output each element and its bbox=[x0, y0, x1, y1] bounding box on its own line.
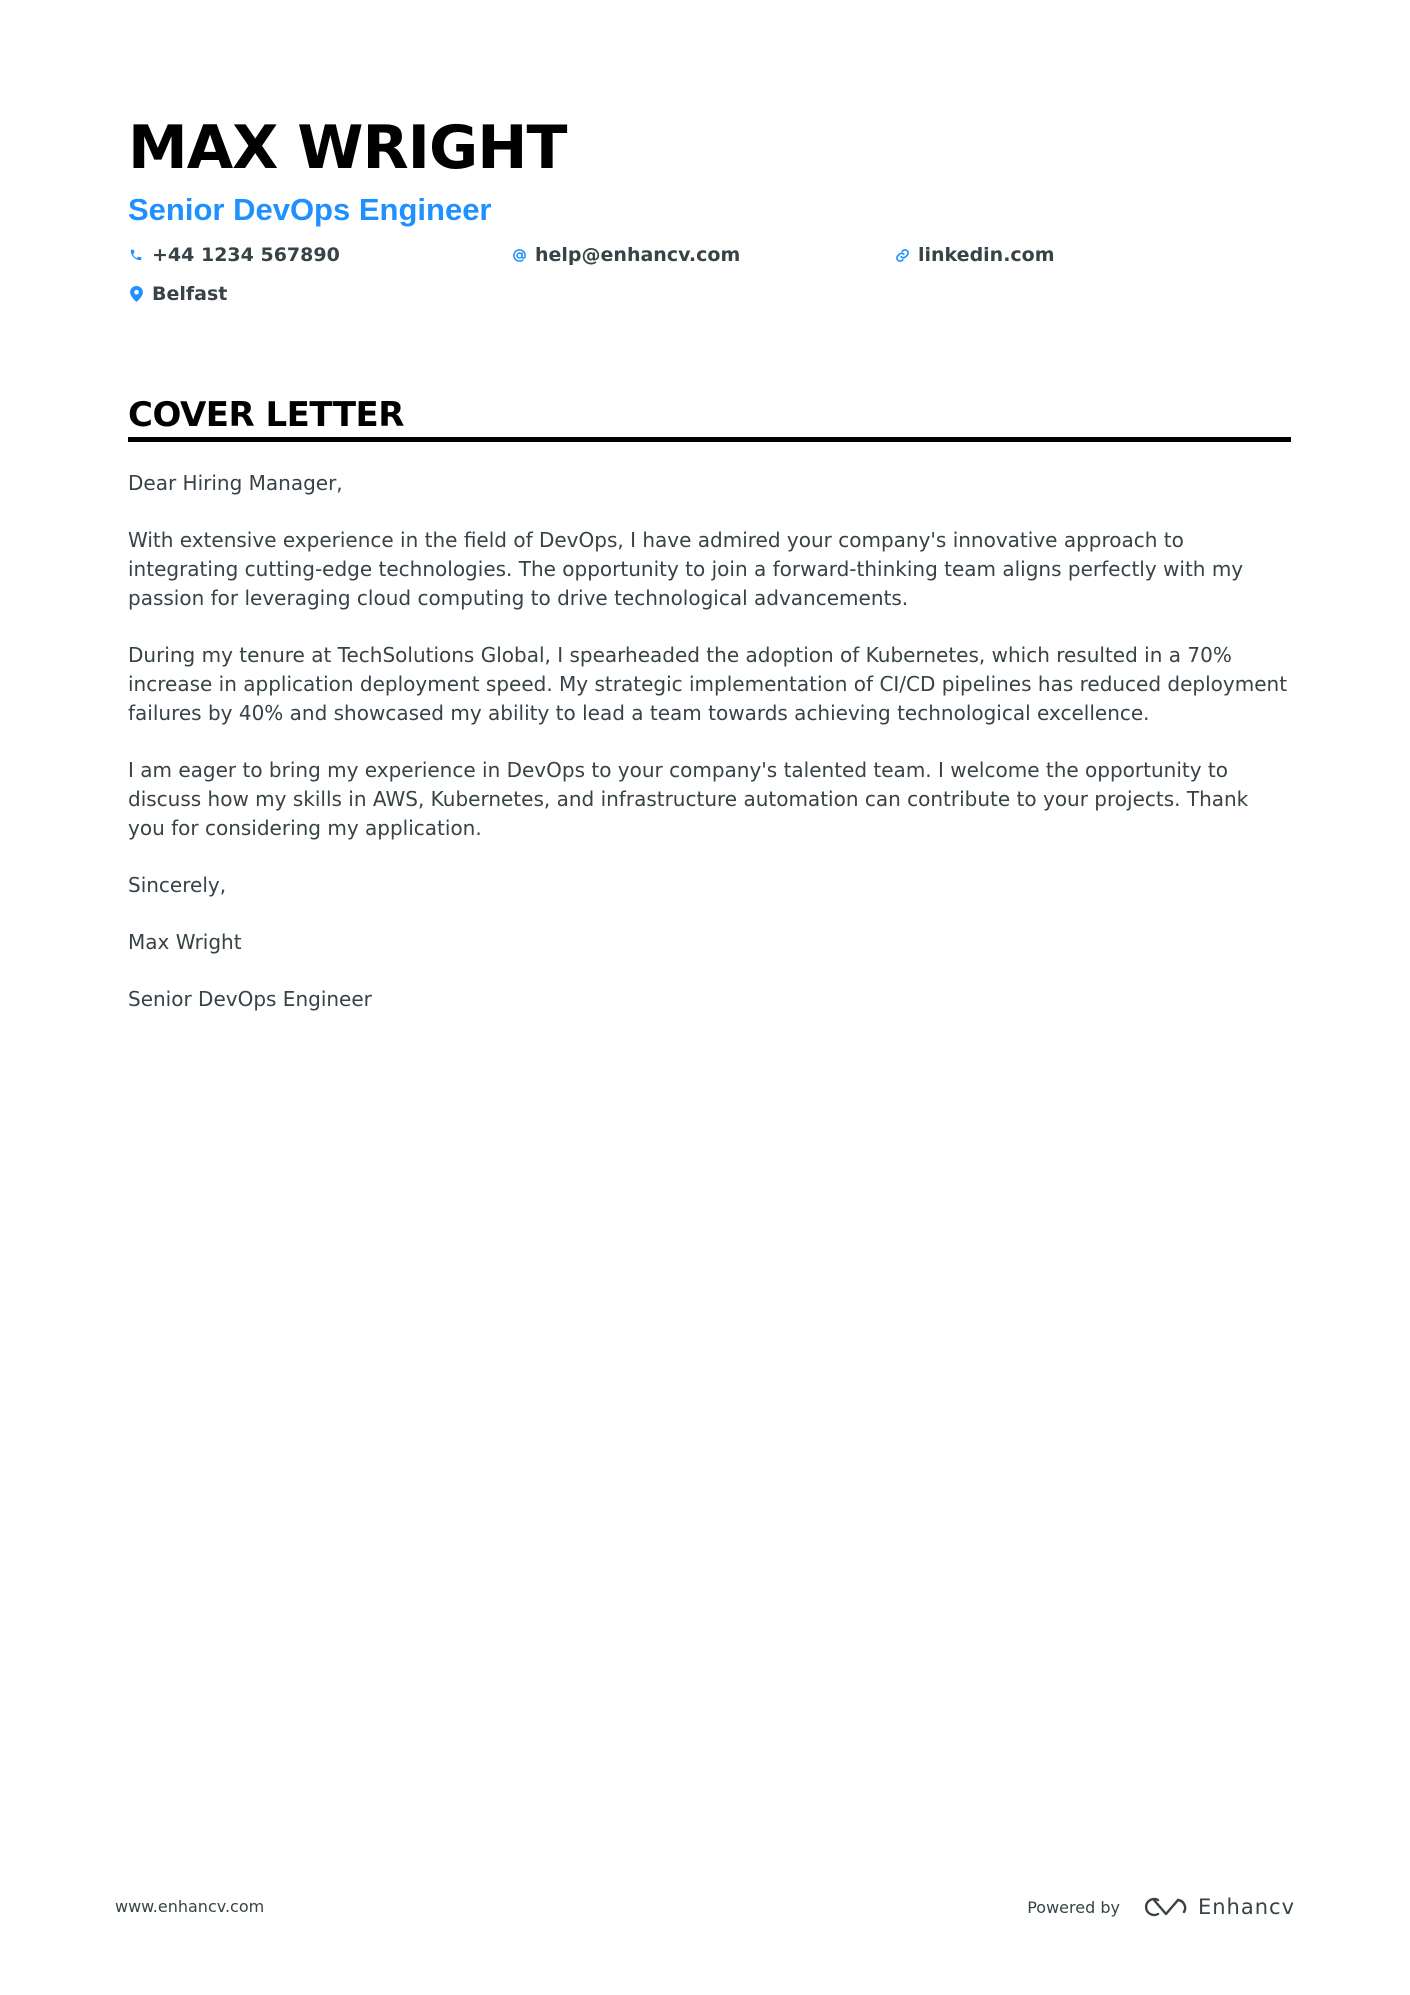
at-icon bbox=[511, 245, 527, 265]
brand-name: Enhancv bbox=[1197, 1895, 1295, 1919]
letter-closing: Sincerely, bbox=[128, 873, 227, 897]
letter-body bbox=[128, 469, 1291, 1042]
contact-location bbox=[128, 281, 227, 307]
contact-phone-text: +44 1234 567890 bbox=[152, 244, 340, 266]
candidate-name: MAX WRIGHT bbox=[128, 113, 567, 183]
phone-icon bbox=[128, 245, 144, 265]
signature-title: Senior DevOps Engineer bbox=[128, 987, 372, 1011]
contact-phone[interactable] bbox=[128, 242, 340, 268]
enhancv-logo-icon bbox=[1144, 1895, 1190, 1919]
letter-paragraph: With extensive experience in the field of DevOps, I have admired your company's innovative approach to integrating cutting-edge technologies. The opportunity to join a forward-thinking team aligns perfectly with my passion for leveraging cloud computing to drive technological advancements. bbox=[128, 528, 1244, 610]
contact-email-text: help@enhancv.com bbox=[535, 244, 741, 266]
section-divider bbox=[128, 437, 1291, 442]
signature-name: Max Wright bbox=[128, 930, 242, 954]
footer-website-link[interactable]: www.enhancv.com bbox=[115, 1897, 265, 1916]
link-icon bbox=[894, 245, 910, 265]
contact-link[interactable] bbox=[894, 242, 1055, 268]
letter-paragraph: During my tenure at TechSolutions Global, I spearheaded the adoption of Kubernetes, which resulted in a 70% increase in application deployment speed. My strategic implementation of CI/CD pipelines has reduced deployment failures by 40% and showcased my ability to lead a team towards achieving technological excellence. bbox=[128, 643, 1288, 725]
powered-by-label: Powered by bbox=[1027, 1897, 1120, 1917]
contact-location-text: Belfast bbox=[152, 283, 228, 305]
contact-link-text: linkedin.com bbox=[918, 244, 1055, 266]
section-title: COVER LETTER bbox=[128, 395, 404, 435]
letter-greeting: Dear Hiring Manager, bbox=[128, 471, 343, 495]
footer-branding[interactable] bbox=[1000, 1886, 1295, 1928]
map-pin-icon bbox=[128, 284, 144, 304]
letter-paragraph: I am eager to bring my experience in DevOps to your company's talented team. I welcome the opportunity to discuss how my skills in AWS, Kubernetes, and infrastructure automation can contribute to your projects. Thank you for considering my application. bbox=[128, 758, 1249, 840]
candidate-title: Senior DevOps Engineer bbox=[128, 192, 492, 227]
contact-email[interactable] bbox=[511, 242, 740, 268]
